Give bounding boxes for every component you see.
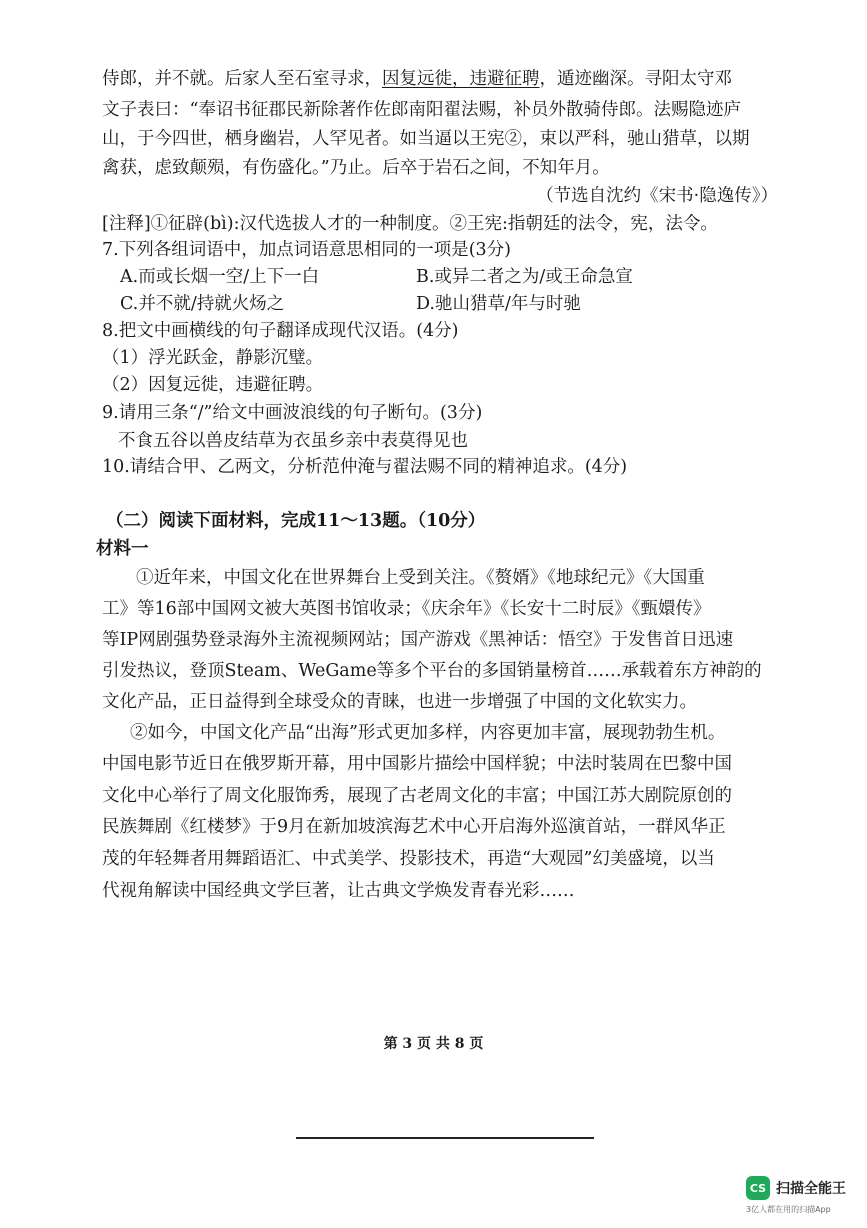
passage-line-4: 禽获，虑致颠殒，有伤盛化。”乃止。后卒于岩石之间，不知年月。	[102, 158, 610, 178]
underlined-sentence: 因复远徙，违避征聘	[382, 69, 540, 89]
material-1-p2-line-6: 代视角解读中国经典文学巨著，让古典文学焕发青春光彩……	[102, 881, 575, 901]
camscanner-logo-icon: CS	[746, 1176, 770, 1200]
page-number: 第 3 页 共 8 页	[383, 1036, 484, 1052]
question-9-stem: 9.请用三条“/”给文中画波浪线的句子断句。(3分)	[102, 403, 483, 423]
material-1-p1-line-1: ①近年来，中国文化在世界舞台上受到关注。《赘婿》《地球纪元》《大国重	[136, 568, 705, 588]
material-1-p2-line-5: 茂的年轻舞者用舞蹈语汇、中式美学、投影技术，再造“大观园”幻美盛境，以当	[102, 849, 715, 869]
question-8-stem: 8.把文中画横线的句子翻译成现代汉语。(4分)	[102, 321, 459, 341]
passage-line-2: 文子表曰：“奉诏书征郡民新除著作佐郎南阳翟法赐，补员外散骑侍郎。法赐隐迹庐	[102, 100, 741, 120]
bottom-rule	[296, 1137, 594, 1139]
q7-option-d: D.驰山猎草/年与时驰	[416, 294, 581, 314]
scanner-app-tagline: 3亿人都在用的扫描App	[746, 1205, 831, 1214]
material-1-p1-line-2: 工》等16部中国网文被大英图书馆收录；《庆余年》《长安十二时辰》《甄嬛传》	[102, 599, 711, 619]
material-1-p1-line-5: 文化产品，正日益得到全球受众的青睐，也进一步增强了中国的文化软实力。	[102, 692, 697, 712]
material-1-p1-line-4: 引发热议，登顶Steam、WeGame等多个平台的多国销量榜首……承载着东方神韵的	[102, 661, 762, 681]
question-10-stem: 10.请结合甲、乙两文，分析范仲淹与翟法赐不同的精神追求。(4分)	[102, 457, 628, 477]
passage-source: （节选自沈约《宋书·隐逸传》）	[536, 186, 778, 206]
material-1-p2-line-1: ②如今，中国文化产品“出海”形式更加多样，内容更加丰富，展现勃勃生机。	[130, 723, 726, 743]
question-7-stem: 7.下列各组词语中，加点词语意思相同的一项是(3分)	[102, 240, 511, 260]
passage-line-1	[102, 66, 792, 92]
material-1-label: 材料一	[96, 539, 149, 559]
material-1-p2-line-2: 中国电影节近日在俄罗斯开幕，用中国影片描绘中国样貌；中法时装周在巴黎中国	[102, 754, 732, 774]
question-8-sentence-1: （1）浮光跃金，静影沉璧。	[102, 348, 324, 368]
material-1-p2-line-3: 文化中心举行了周文化服饰秀，展现了古老周文化的丰富；中国江苏大剧院原创的	[102, 786, 732, 806]
section-2-heading: （二）阅读下面材料，完成11～13题。（10分）	[106, 511, 486, 531]
material-1-p2-line-4: 民族舞剧《红楼梦》于9月在新加坡滨海艺术中心开启海外巡演首站，一群风华正	[102, 817, 726, 837]
passage-note: [注释]①征辟(bì):汉代选拔人才的一种制度。②王宪:指朝廷的法令，宪，法令。	[102, 214, 718, 234]
q7-option-a: A.而或长烟一空/上下一白	[120, 267, 320, 287]
passage-text: ，遁迹幽深。寻阳太守邓	[539, 69, 732, 89]
question-9-text: 不食五谷以兽皮结草为衣虽乡亲中表莫得见也	[118, 431, 468, 451]
passage-text: 侍郎，并不就。后家人至石室寻求，	[102, 69, 382, 89]
material-1-p1-line-3: 等IP网剧强势登录海外主流视频网站；国产游戏《黑神话：悟空》于发售首日迅速	[102, 630, 734, 650]
scanner-watermark	[746, 1176, 846, 1214]
passage-line-3: 山，于今四世，栖身幽岩，人罕见者。如当逼以王宪②，束以严科，驰山猎草，以期	[102, 129, 750, 149]
q7-option-c: C.并不就/持就火炀之	[120, 294, 285, 314]
question-8-sentence-2: （2）因复远徙，违避征聘。	[102, 375, 324, 395]
q7-option-b: B.或异二者之为/或王命急宣	[416, 267, 633, 287]
scanner-app-name: 扫描全能王	[776, 1181, 846, 1197]
